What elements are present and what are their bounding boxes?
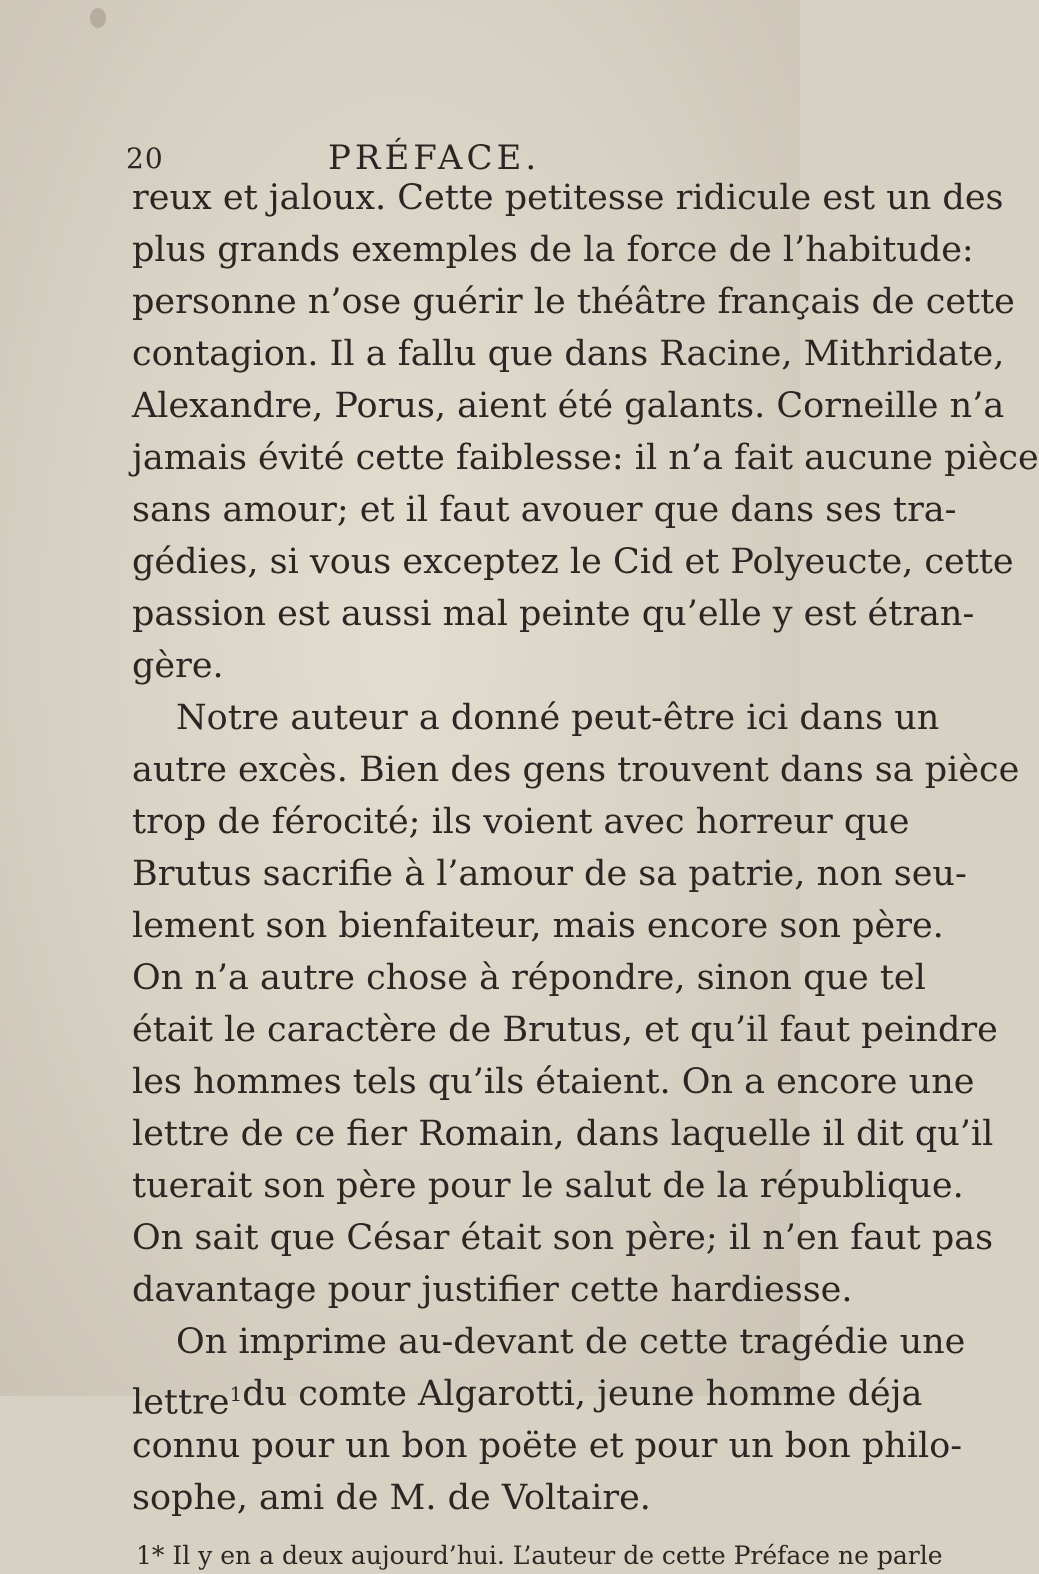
text-line: Brutus sacrifie à l’amour de sa patrie, non seu- xyxy=(132,854,967,894)
text-line: jamais évité cette faiblesse: il n’a fait aucune pièce xyxy=(132,438,1039,478)
text-line: plus grands exemples de la force de l’habitude: xyxy=(132,230,974,270)
paragraph-start: On imprime au-devant de cette tragédie une xyxy=(176,1322,966,1362)
text-line: les hommes tels qu’ils étaient. On a encore une xyxy=(132,1062,975,1102)
text-line: On sait que César était son père; il n’en faut pas xyxy=(132,1218,994,1258)
footnote-text: Il y en a deux aujourd’hui. L’auteur de cette Préface ne parle xyxy=(172,1541,943,1570)
text-line: trop de férocité; ils voient avec horreur que xyxy=(132,802,910,842)
text-line: passion est aussi mal peinte qu’elle y est étran- xyxy=(132,594,975,634)
text-line: gédies, si vous exceptez le Cid et Polyeucte, cette xyxy=(132,542,1014,582)
footnote-line xyxy=(136,1538,943,1574)
paper-stain xyxy=(90,8,106,28)
text-line: personne n’ose guérir le théâtre français de cette xyxy=(132,282,1015,322)
text-line: sophe, ami de M. de Voltaire. xyxy=(132,1478,651,1518)
footnote-marker: 1* xyxy=(136,1541,165,1570)
running-title: PRÉFACE. xyxy=(328,138,541,178)
text-line: lement son bienfaiteur, mais encore son père. xyxy=(132,906,944,946)
page-number: 20 xyxy=(126,142,164,175)
footnote-reference: 1 xyxy=(229,1382,243,1406)
text-line: était le caractère de Brutus, et qu’il faut peindre xyxy=(132,1010,998,1050)
text-line: gère. xyxy=(132,646,224,686)
text-line: lettre de ce fier Romain, dans laquelle il dit qu’il xyxy=(132,1114,994,1154)
text-fragment: du comte Algarotti, jeune homme déja xyxy=(242,1374,923,1414)
text-fragment: lettre$^1$ xyxy=(132,1382,243,1423)
text-line: connu pour un bon poëte et pour un bon philo- xyxy=(132,1426,963,1466)
text-line: tuerait son père pour le salut de la république. xyxy=(132,1166,964,1206)
text-line-with-note xyxy=(132,1368,923,1423)
text-line: reux et jaloux. Cette petitesse ridicule est un des xyxy=(132,178,1004,218)
text-line: sans amour; et il faut avouer que dans ses tra- xyxy=(132,490,957,530)
text-line: autre excès. Bien des gens trouvent dans sa pièce xyxy=(132,750,1020,790)
text-line: Alexandre, Porus, aient été galants. Corneille n’a xyxy=(132,386,1005,426)
paragraph-start: Notre auteur a donné peut-être ici dans un xyxy=(176,698,940,738)
text-line: davantage pour justifier cette hardiesse. xyxy=(132,1270,853,1310)
text-line: On n’a autre chose à répondre, sinon que tel xyxy=(132,958,926,998)
text-line: contagion. Il a fallu que dans Racine, Mithridate, xyxy=(132,334,1005,374)
